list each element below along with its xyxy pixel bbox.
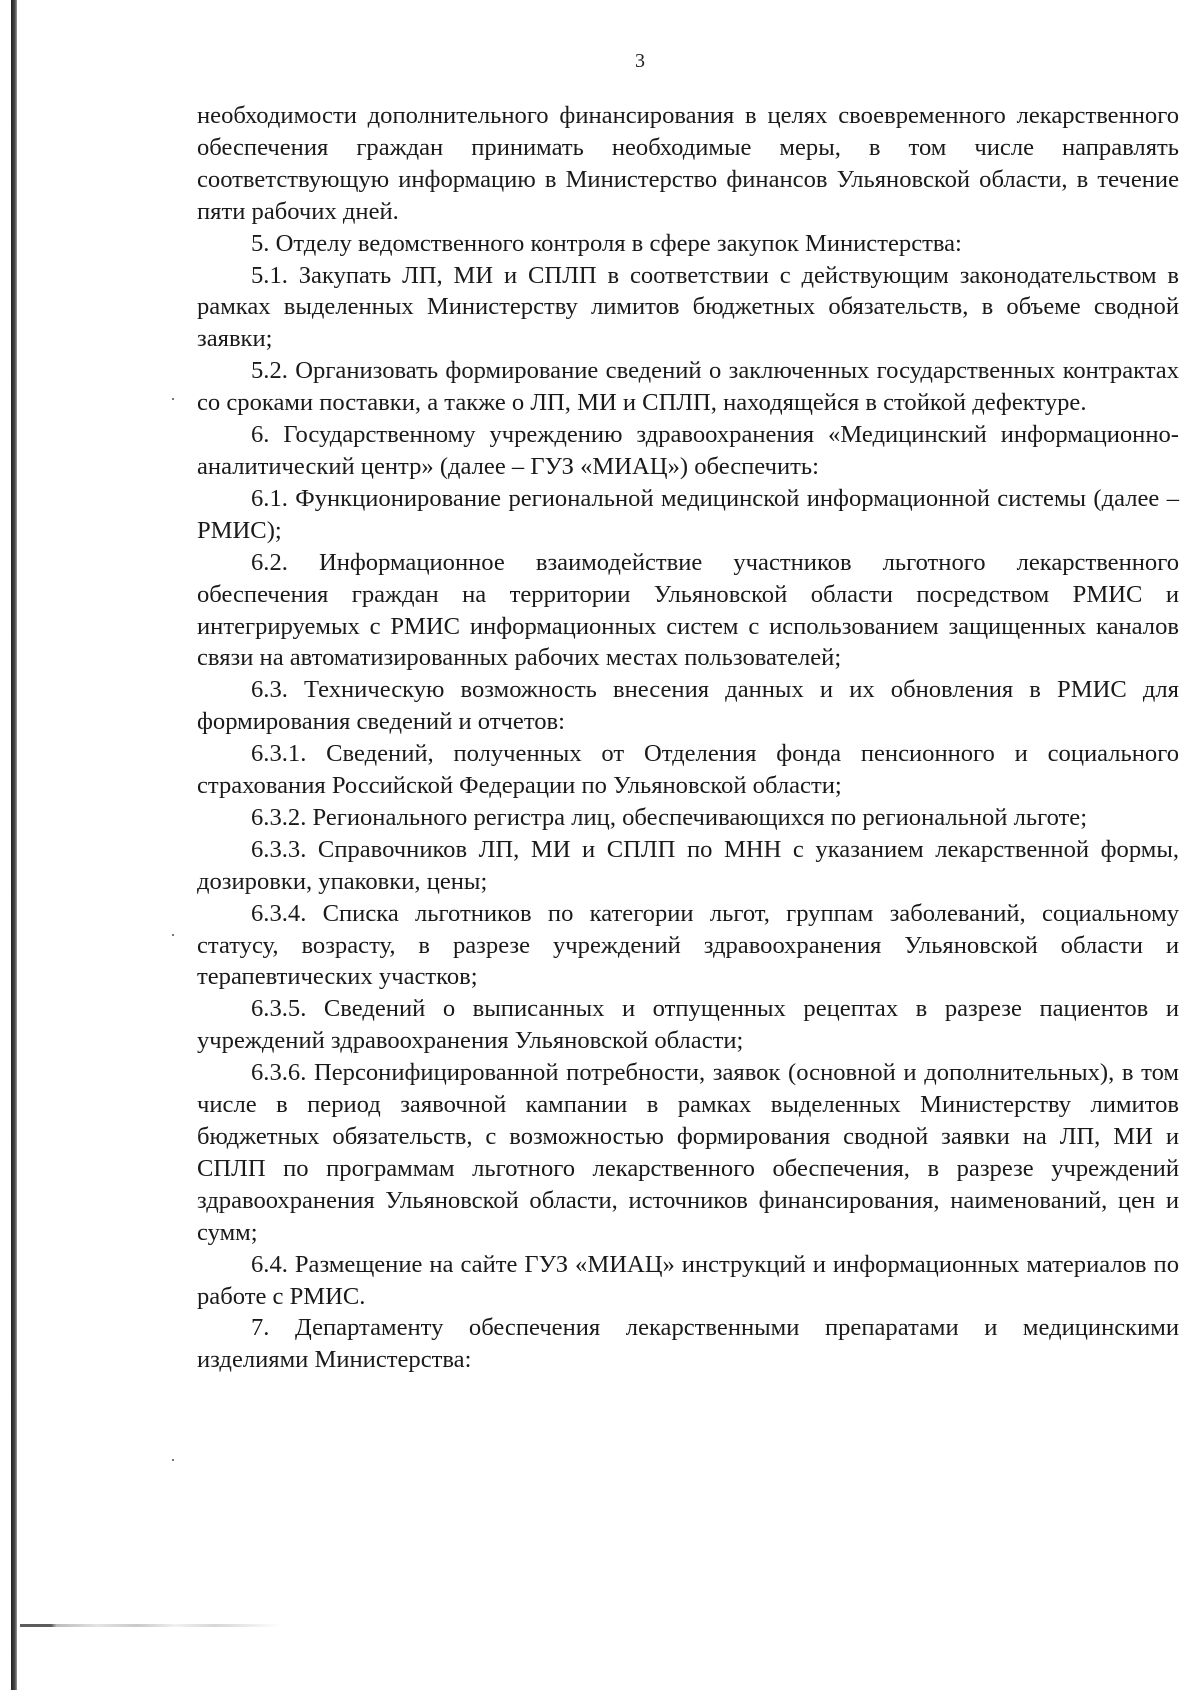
paragraph-item-6-3-1: 6.3.1. Сведений, полученных от Отделения фонда пенсионного и социального страхования Российской Федерации по Ульяновской области;	[197, 740, 1179, 800]
document-body	[197, 100, 1179, 1376]
paragraph-item-6-3-2: 6.3.2. Регионального регистра лиц, обеспечивающихся по региональной льготе;	[251, 803, 1088, 831]
scan-speck	[172, 398, 174, 400]
paragraph-item-6-3-3: 6.3.3. Справочников ЛП, МИ и СПЛП по МНН с указанием лекарственной формы, дозировки, упаковки, цены;	[197, 835, 1179, 895]
paragraph-continuation: необходимости дополнительного финансирования в целях своевременного лекарственного обеспечения граждан принимать необходимые меры, в том числе направлять соответствующую информацию в Министерство финансов Ульяновской области, в течение пяти рабочих дней.	[197, 102, 1179, 225]
paragraph-item-6-3-4: 6.3.4. Списка льготников по категории льгот, группам заболеваний, социальному статусу, возрасту, в разрезе учреждений здравоохранения Ульяновской области и терапевтических участков;	[197, 899, 1179, 991]
paragraph-item-5-2: 5.2. Организовать формирование сведений о заключенных государственных контрактах со сроками поставки, а также о ЛП, МИ и СПЛП, находящейся в стойкой дефектуре.	[197, 357, 1179, 417]
page-number: 3	[635, 50, 645, 72]
paragraph-item-6-2: 6.2. Информационное взаимодействие участников льготного лекарственного обеспечения граждан на территории Ульяновской области посредством РМИС и интегрируемых с РМИС информационных систем с использованием защищенных каналов связи на автоматизированных рабочих местах пользователей;	[197, 548, 1179, 672]
paragraph-item-5-1: 5.1. Закупать ЛП, МИ и СПЛП в соответствии с действующим законодательством в рамках выделенных Министерству лимитов бюджетных обязательств, в объеме сводной заявки;	[197, 261, 1179, 353]
paragraph-item-7: 7. Департаменту обеспечения лекарственными препаратами и медицинскими изделиями Министерства:	[197, 1314, 1179, 1374]
scan-speck	[172, 934, 174, 936]
paragraph-item-5: 5. Отделу ведомственного контроля в сфере закупок Министерства:	[251, 229, 962, 257]
paragraph-item-6-3-6: 6.3.6. Персонифицированной потребности, заявок (основной и дополнительных), в том числе в период заявочной кампании в рамках выделенных Министерству лимитов бюджетных обязательств, с возможностью формирования сводной заявки на ЛП, МИ и СПЛП по программам льготного лекарственного обеспечения, в разрезе учреждений здравоохранения Ульяновской области, источников финансирования, наименований, цен и сумм;	[197, 1059, 1179, 1246]
scan-speck	[172, 1459, 174, 1461]
paragraph-item-6-3-5: 6.3.5. Сведений о выписанных и отпущенных рецептах в разрезе пациентов и учреждений здравоохранения Ульяновской области;	[197, 995, 1179, 1055]
paragraph-item-6-1: 6.1. Функционирование региональной медицинской информационной системы (далее – РМИС);	[197, 484, 1179, 544]
scan-binding-edge	[11, 0, 17, 1690]
scan-footer-noise	[20, 1624, 280, 1627]
paragraph-item-6-3: 6.3. Техническую возможность внесения данных и их обновления в РМИС для формирования сведений и отчетов:	[197, 676, 1179, 736]
paragraph-item-6: 6. Государственному учреждению здравоохранения «Медицинский информационно-аналитический центр» (далее – ГУЗ «МИАЦ») обеспечить:	[197, 421, 1179, 480]
paragraph-item-6-4: 6.4. Размещение на сайте ГУЗ «МИАЦ» инструкций и информационных материалов по работе с РМИС.	[197, 1250, 1179, 1310]
